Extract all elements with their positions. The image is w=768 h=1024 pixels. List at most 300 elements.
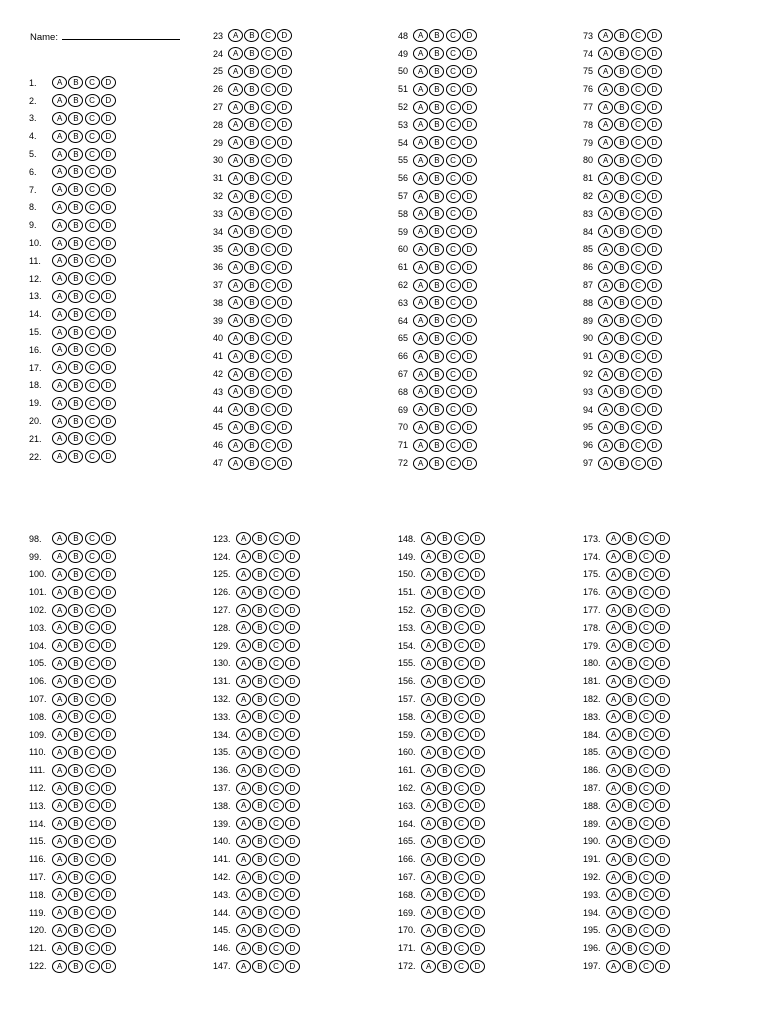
answer-bubble-b[interactable]: B [614,332,629,345]
answer-bubble-b[interactable]: B [429,225,444,238]
answer-bubble-a[interactable]: A [606,639,621,652]
answer-bubble-b[interactable]: B [622,532,637,545]
answer-bubble-c[interactable]: C [85,432,100,445]
answer-bubble-a[interactable]: A [52,924,67,937]
answer-bubble-d[interactable]: D [462,225,477,238]
answer-bubble-a[interactable]: A [52,799,67,812]
answer-bubble-b[interactable]: B [614,47,629,60]
answer-bubble-c[interactable]: C [85,960,100,973]
answer-bubble-c[interactable]: C [454,817,469,830]
answer-bubble-c[interactable]: C [269,568,284,581]
answer-bubble-b[interactable]: B [68,254,83,267]
answer-bubble-b[interactable]: B [252,799,267,812]
answer-bubble-b[interactable]: B [622,782,637,795]
answer-bubble-c[interactable]: C [85,290,100,303]
answer-bubble-d[interactable]: D [285,782,300,795]
answer-bubble-a[interactable]: A [52,343,67,356]
answer-bubble-c[interactable]: C [85,165,100,178]
answer-bubble-d[interactable]: D [655,746,670,759]
answer-bubble-d[interactable]: D [462,190,477,203]
answer-bubble-c[interactable]: C [454,960,469,973]
answer-bubble-a[interactable]: A [606,924,621,937]
answer-bubble-b[interactable]: B [244,118,259,131]
answer-bubble-c[interactable]: C [85,942,100,955]
answer-bubble-c[interactable]: C [631,439,646,452]
answer-bubble-c[interactable]: C [446,332,461,345]
answer-bubble-c[interactable]: C [261,279,276,292]
answer-bubble-b[interactable]: B [429,279,444,292]
answer-bubble-b[interactable]: B [68,710,83,723]
answer-bubble-a[interactable]: A [228,332,243,345]
answer-bubble-b[interactable]: B [68,675,83,688]
answer-bubble-c[interactable]: C [631,154,646,167]
answer-bubble-c[interactable]: C [631,172,646,185]
answer-bubble-c[interactable]: C [446,136,461,149]
answer-bubble-c[interactable]: C [85,586,100,599]
answer-bubble-b[interactable]: B [429,154,444,167]
answer-bubble-c[interactable]: C [639,675,654,688]
answer-bubble-b[interactable]: B [614,368,629,381]
answer-bubble-b[interactable]: B [437,604,452,617]
answer-bubble-c[interactable]: C [631,225,646,238]
answer-bubble-c[interactable]: C [631,332,646,345]
answer-bubble-d[interactable]: D [470,728,485,741]
answer-bubble-b[interactable]: B [252,746,267,759]
answer-bubble-a[interactable]: A [52,888,67,901]
answer-bubble-c[interactable]: C [261,83,276,96]
answer-bubble-c[interactable]: C [269,888,284,901]
answer-bubble-a[interactable]: A [413,314,428,327]
answer-bubble-d[interactable]: D [101,183,116,196]
answer-bubble-b[interactable]: B [252,924,267,937]
answer-bubble-a[interactable]: A [421,782,436,795]
answer-bubble-c[interactable]: C [261,368,276,381]
answer-bubble-a[interactable]: A [52,361,67,374]
answer-bubble-a[interactable]: A [606,621,621,634]
answer-bubble-d[interactable]: D [470,942,485,955]
answer-bubble-c[interactable]: C [269,799,284,812]
answer-bubble-b[interactable]: B [622,550,637,563]
answer-bubble-c[interactable]: C [85,888,100,901]
answer-bubble-a[interactable]: A [421,568,436,581]
answer-bubble-b[interactable]: B [622,693,637,706]
answer-bubble-c[interactable]: C [85,871,100,884]
answer-bubble-c[interactable]: C [269,871,284,884]
answer-bubble-a[interactable]: A [598,296,613,309]
answer-bubble-c[interactable]: C [446,172,461,185]
answer-bubble-a[interactable]: A [228,225,243,238]
answer-bubble-a[interactable]: A [52,165,67,178]
answer-bubble-b[interactable]: B [68,888,83,901]
answer-bubble-a[interactable]: A [598,421,613,434]
answer-bubble-c[interactable]: C [85,835,100,848]
answer-bubble-d[interactable]: D [285,693,300,706]
answer-bubble-a[interactable]: A [236,782,251,795]
answer-bubble-c[interactable]: C [454,657,469,670]
answer-bubble-a[interactable]: A [606,693,621,706]
answer-bubble-d[interactable]: D [462,261,477,274]
answer-bubble-c[interactable]: C [631,83,646,96]
answer-bubble-d[interactable]: D [277,154,292,167]
answer-bubble-b[interactable]: B [614,190,629,203]
answer-bubble-b[interactable]: B [429,314,444,327]
answer-bubble-a[interactable]: A [421,604,436,617]
answer-bubble-d[interactable]: D [101,568,116,581]
answer-bubble-d[interactable]: D [101,675,116,688]
answer-bubble-a[interactable]: A [421,817,436,830]
answer-bubble-a[interactable]: A [228,279,243,292]
answer-bubble-c[interactable]: C [85,308,100,321]
answer-bubble-b[interactable]: B [622,942,637,955]
answer-bubble-b[interactable]: B [252,568,267,581]
answer-bubble-d[interactable]: D [462,332,477,345]
answer-bubble-d[interactable]: D [101,586,116,599]
answer-bubble-c[interactable]: C [639,888,654,901]
answer-bubble-b[interactable]: B [437,568,452,581]
answer-bubble-d[interactable]: D [647,421,662,434]
answer-bubble-d[interactable]: D [277,439,292,452]
answer-bubble-c[interactable]: C [85,657,100,670]
answer-bubble-d[interactable]: D [285,710,300,723]
answer-bubble-d[interactable]: D [470,621,485,634]
answer-bubble-c[interactable]: C [85,550,100,563]
answer-bubble-c[interactable]: C [454,746,469,759]
answer-bubble-a[interactable]: A [413,154,428,167]
answer-bubble-b[interactable]: B [252,960,267,973]
answer-bubble-a[interactable]: A [606,817,621,830]
answer-bubble-d[interactable]: D [101,799,116,812]
answer-bubble-b[interactable]: B [244,368,259,381]
answer-bubble-b[interactable]: B [244,350,259,363]
answer-bubble-b[interactable]: B [68,942,83,955]
answer-bubble-d[interactable]: D [470,710,485,723]
answer-bubble-a[interactable]: A [421,728,436,741]
answer-bubble-b[interactable]: B [622,604,637,617]
answer-bubble-a[interactable]: A [228,190,243,203]
answer-bubble-d[interactable]: D [462,314,477,327]
answer-bubble-b[interactable]: B [244,439,259,452]
answer-bubble-d[interactable]: D [101,906,116,919]
answer-bubble-b[interactable]: B [614,296,629,309]
answer-bubble-c[interactable]: C [631,29,646,42]
answer-bubble-a[interactable]: A [52,871,67,884]
answer-bubble-b[interactable]: B [244,207,259,220]
answer-bubble-c[interactable]: C [454,799,469,812]
answer-bubble-c[interactable]: C [631,314,646,327]
answer-bubble-d[interactable]: D [277,332,292,345]
answer-bubble-b[interactable]: B [68,148,83,161]
answer-bubble-c[interactable]: C [631,136,646,149]
answer-bubble-a[interactable]: A [606,728,621,741]
answer-bubble-b[interactable]: B [429,101,444,114]
answer-bubble-c[interactable]: C [631,279,646,292]
answer-bubble-d[interactable]: D [462,207,477,220]
answer-bubble-d[interactable]: D [101,343,116,356]
answer-bubble-a[interactable]: A [598,101,613,114]
answer-bubble-c[interactable]: C [446,243,461,256]
answer-bubble-d[interactable]: D [462,385,477,398]
answer-bubble-d[interactable]: D [647,29,662,42]
answer-bubble-a[interactable]: A [598,332,613,345]
answer-bubble-a[interactable]: A [606,799,621,812]
answer-bubble-d[interactable]: D [101,432,116,445]
answer-bubble-b[interactable]: B [614,29,629,42]
answer-bubble-c[interactable]: C [639,853,654,866]
answer-bubble-a[interactable]: A [52,639,67,652]
answer-bubble-c[interactable]: C [261,225,276,238]
answer-bubble-d[interactable]: D [285,568,300,581]
answer-bubble-d[interactable]: D [101,201,116,214]
answer-bubble-d[interactable]: D [655,532,670,545]
answer-bubble-a[interactable]: A [52,94,67,107]
answer-bubble-a[interactable]: A [421,853,436,866]
answer-bubble-a[interactable]: A [52,782,67,795]
answer-bubble-d[interactable]: D [285,532,300,545]
answer-bubble-c[interactable]: C [85,604,100,617]
answer-bubble-a[interactable]: A [52,604,67,617]
answer-bubble-d[interactable]: D [101,960,116,973]
answer-bubble-c[interactable]: C [454,782,469,795]
answer-bubble-d[interactable]: D [277,421,292,434]
answer-bubble-c[interactable]: C [85,782,100,795]
answer-bubble-a[interactable]: A [413,457,428,470]
answer-bubble-c[interactable]: C [446,154,461,167]
answer-bubble-d[interactable]: D [101,290,116,303]
answer-bubble-a[interactable]: A [228,314,243,327]
answer-bubble-a[interactable]: A [52,432,67,445]
answer-bubble-a[interactable]: A [421,532,436,545]
answer-bubble-b[interactable]: B [68,343,83,356]
answer-bubble-a[interactable]: A [236,604,251,617]
answer-bubble-b[interactable]: B [252,942,267,955]
answer-bubble-c[interactable]: C [631,403,646,416]
answer-bubble-c[interactable]: C [85,94,100,107]
answer-bubble-c[interactable]: C [269,817,284,830]
answer-bubble-d[interactable]: D [470,906,485,919]
answer-bubble-d[interactable]: D [285,675,300,688]
answer-bubble-c[interactable]: C [454,924,469,937]
answer-bubble-b[interactable]: B [68,621,83,634]
answer-bubble-c[interactable]: C [631,65,646,78]
answer-bubble-d[interactable]: D [647,172,662,185]
answer-bubble-d[interactable]: D [277,243,292,256]
answer-bubble-a[interactable]: A [606,568,621,581]
answer-bubble-b[interactable]: B [622,586,637,599]
answer-bubble-b[interactable]: B [429,368,444,381]
answer-bubble-d[interactable]: D [470,817,485,830]
answer-bubble-d[interactable]: D [655,728,670,741]
answer-bubble-d[interactable]: D [285,853,300,866]
answer-bubble-a[interactable]: A [598,243,613,256]
answer-bubble-d[interactable]: D [285,942,300,955]
answer-bubble-c[interactable]: C [85,817,100,830]
answer-bubble-a[interactable]: A [598,29,613,42]
answer-bubble-b[interactable]: B [252,604,267,617]
answer-bubble-c[interactable]: C [631,457,646,470]
answer-bubble-a[interactable]: A [228,83,243,96]
answer-bubble-b[interactable]: B [68,165,83,178]
answer-bubble-d[interactable]: D [101,942,116,955]
answer-bubble-b[interactable]: B [437,960,452,973]
answer-bubble-c[interactable]: C [639,817,654,830]
answer-bubble-d[interactable]: D [277,261,292,274]
answer-bubble-a[interactable]: A [52,183,67,196]
answer-bubble-d[interactable]: D [462,154,477,167]
answer-bubble-c[interactable]: C [631,207,646,220]
answer-bubble-b[interactable]: B [437,728,452,741]
answer-bubble-b[interactable]: B [68,450,83,463]
answer-bubble-c[interactable]: C [639,586,654,599]
answer-bubble-c[interactable]: C [261,190,276,203]
answer-bubble-d[interactable]: D [470,639,485,652]
name-field[interactable] [30,30,180,44]
answer-bubble-b[interactable]: B [252,657,267,670]
answer-bubble-d[interactable]: D [470,782,485,795]
answer-bubble-a[interactable]: A [598,314,613,327]
answer-bubble-b[interactable]: B [614,225,629,238]
answer-bubble-b[interactable]: B [244,279,259,292]
answer-bubble-c[interactable]: C [261,421,276,434]
answer-bubble-b[interactable]: B [68,272,83,285]
answer-bubble-c[interactable]: C [269,604,284,617]
answer-bubble-d[interactable]: D [101,148,116,161]
answer-bubble-b[interactable]: B [244,261,259,274]
answer-bubble-a[interactable]: A [598,261,613,274]
answer-bubble-b[interactable]: B [252,835,267,848]
answer-bubble-b[interactable]: B [429,421,444,434]
answer-bubble-c[interactable]: C [454,764,469,777]
answer-bubble-b[interactable]: B [252,764,267,777]
answer-bubble-a[interactable]: A [52,942,67,955]
answer-bubble-d[interactable]: D [470,746,485,759]
answer-bubble-d[interactable]: D [470,586,485,599]
answer-bubble-d[interactable]: D [655,710,670,723]
answer-bubble-c[interactable]: C [85,906,100,919]
answer-bubble-a[interactable]: A [52,817,67,830]
answer-bubble-a[interactable]: A [52,693,67,706]
answer-bubble-d[interactable]: D [101,888,116,901]
answer-bubble-a[interactable]: A [413,439,428,452]
answer-bubble-c[interactable]: C [446,83,461,96]
answer-bubble-d[interactable]: D [655,853,670,866]
answer-bubble-b[interactable]: B [68,237,83,250]
answer-bubble-a[interactable]: A [413,136,428,149]
answer-bubble-c[interactable]: C [639,746,654,759]
answer-bubble-b[interactable]: B [68,764,83,777]
answer-bubble-a[interactable]: A [421,924,436,937]
answer-bubble-a[interactable]: A [421,888,436,901]
answer-bubble-c[interactable]: C [454,888,469,901]
answer-bubble-c[interactable]: C [454,532,469,545]
answer-bubble-d[interactable]: D [462,118,477,131]
answer-bubble-b[interactable]: B [252,871,267,884]
answer-bubble-b[interactable]: B [622,657,637,670]
answer-bubble-a[interactable]: A [228,172,243,185]
answer-bubble-c[interactable]: C [446,421,461,434]
answer-bubble-c[interactable]: C [85,568,100,581]
answer-bubble-c[interactable]: C [261,332,276,345]
answer-bubble-d[interactable]: D [101,76,116,89]
answer-bubble-b[interactable]: B [244,172,259,185]
answer-bubble-c[interactable]: C [261,65,276,78]
answer-bubble-c[interactable]: C [261,47,276,60]
answer-bubble-d[interactable]: D [101,550,116,563]
answer-bubble-d[interactable]: D [470,532,485,545]
answer-bubble-b[interactable]: B [68,130,83,143]
answer-bubble-d[interactable]: D [655,817,670,830]
answer-bubble-d[interactable]: D [101,379,116,392]
answer-bubble-a[interactable]: A [52,835,67,848]
answer-bubble-b[interactable]: B [437,710,452,723]
answer-bubble-b[interactable]: B [68,397,83,410]
answer-bubble-c[interactable]: C [261,243,276,256]
answer-bubble-c[interactable]: C [446,368,461,381]
answer-bubble-b[interactable]: B [68,906,83,919]
answer-bubble-a[interactable]: A [606,532,621,545]
answer-bubble-a[interactable]: A [236,621,251,634]
answer-bubble-d[interactable]: D [101,728,116,741]
answer-bubble-a[interactable]: A [228,385,243,398]
answer-bubble-b[interactable]: B [252,906,267,919]
answer-bubble-a[interactable]: A [421,693,436,706]
answer-bubble-b[interactable]: B [437,799,452,812]
answer-bubble-c[interactable]: C [269,728,284,741]
answer-bubble-a[interactable]: A [413,207,428,220]
answer-bubble-b[interactable]: B [68,568,83,581]
answer-bubble-c[interactable]: C [446,65,461,78]
answer-bubble-a[interactable]: A [598,190,613,203]
answer-bubble-d[interactable]: D [101,532,116,545]
answer-bubble-a[interactable]: A [52,415,67,428]
answer-bubble-d[interactable]: D [462,101,477,114]
answer-bubble-b[interactable]: B [68,782,83,795]
answer-bubble-d[interactable]: D [285,639,300,652]
answer-bubble-d[interactable]: D [101,782,116,795]
answer-bubble-c[interactable]: C [631,261,646,274]
answer-bubble-c[interactable]: C [85,219,100,232]
answer-bubble-c[interactable]: C [631,368,646,381]
answer-bubble-c[interactable]: C [631,101,646,114]
answer-bubble-c[interactable]: C [639,532,654,545]
answer-bubble-b[interactable]: B [437,746,452,759]
answer-bubble-d[interactable]: D [462,29,477,42]
answer-bubble-b[interactable]: B [244,421,259,434]
answer-bubble-c[interactable]: C [639,871,654,884]
answer-bubble-c[interactable]: C [269,710,284,723]
answer-bubble-c[interactable]: C [269,532,284,545]
answer-bubble-d[interactable]: D [101,817,116,830]
answer-bubble-a[interactable]: A [228,207,243,220]
answer-bubble-c[interactable]: C [261,207,276,220]
answer-bubble-d[interactable]: D [101,165,116,178]
answer-bubble-a[interactable]: A [413,47,428,60]
answer-bubble-a[interactable]: A [228,47,243,60]
answer-bubble-d[interactable]: D [470,888,485,901]
answer-bubble-d[interactable]: D [285,728,300,741]
answer-bubble-c[interactable]: C [639,782,654,795]
answer-bubble-c[interactable]: C [446,385,461,398]
answer-bubble-c[interactable]: C [261,403,276,416]
answer-bubble-c[interactable]: C [269,746,284,759]
answer-bubble-d[interactable]: D [277,47,292,60]
answer-bubble-d[interactable]: D [655,568,670,581]
answer-bubble-c[interactable]: C [639,693,654,706]
answer-bubble-c[interactable]: C [269,782,284,795]
answer-bubble-a[interactable]: A [598,368,613,381]
answer-bubble-c[interactable]: C [85,532,100,545]
answer-bubble-b[interactable]: B [252,782,267,795]
answer-bubble-b[interactable]: B [252,888,267,901]
